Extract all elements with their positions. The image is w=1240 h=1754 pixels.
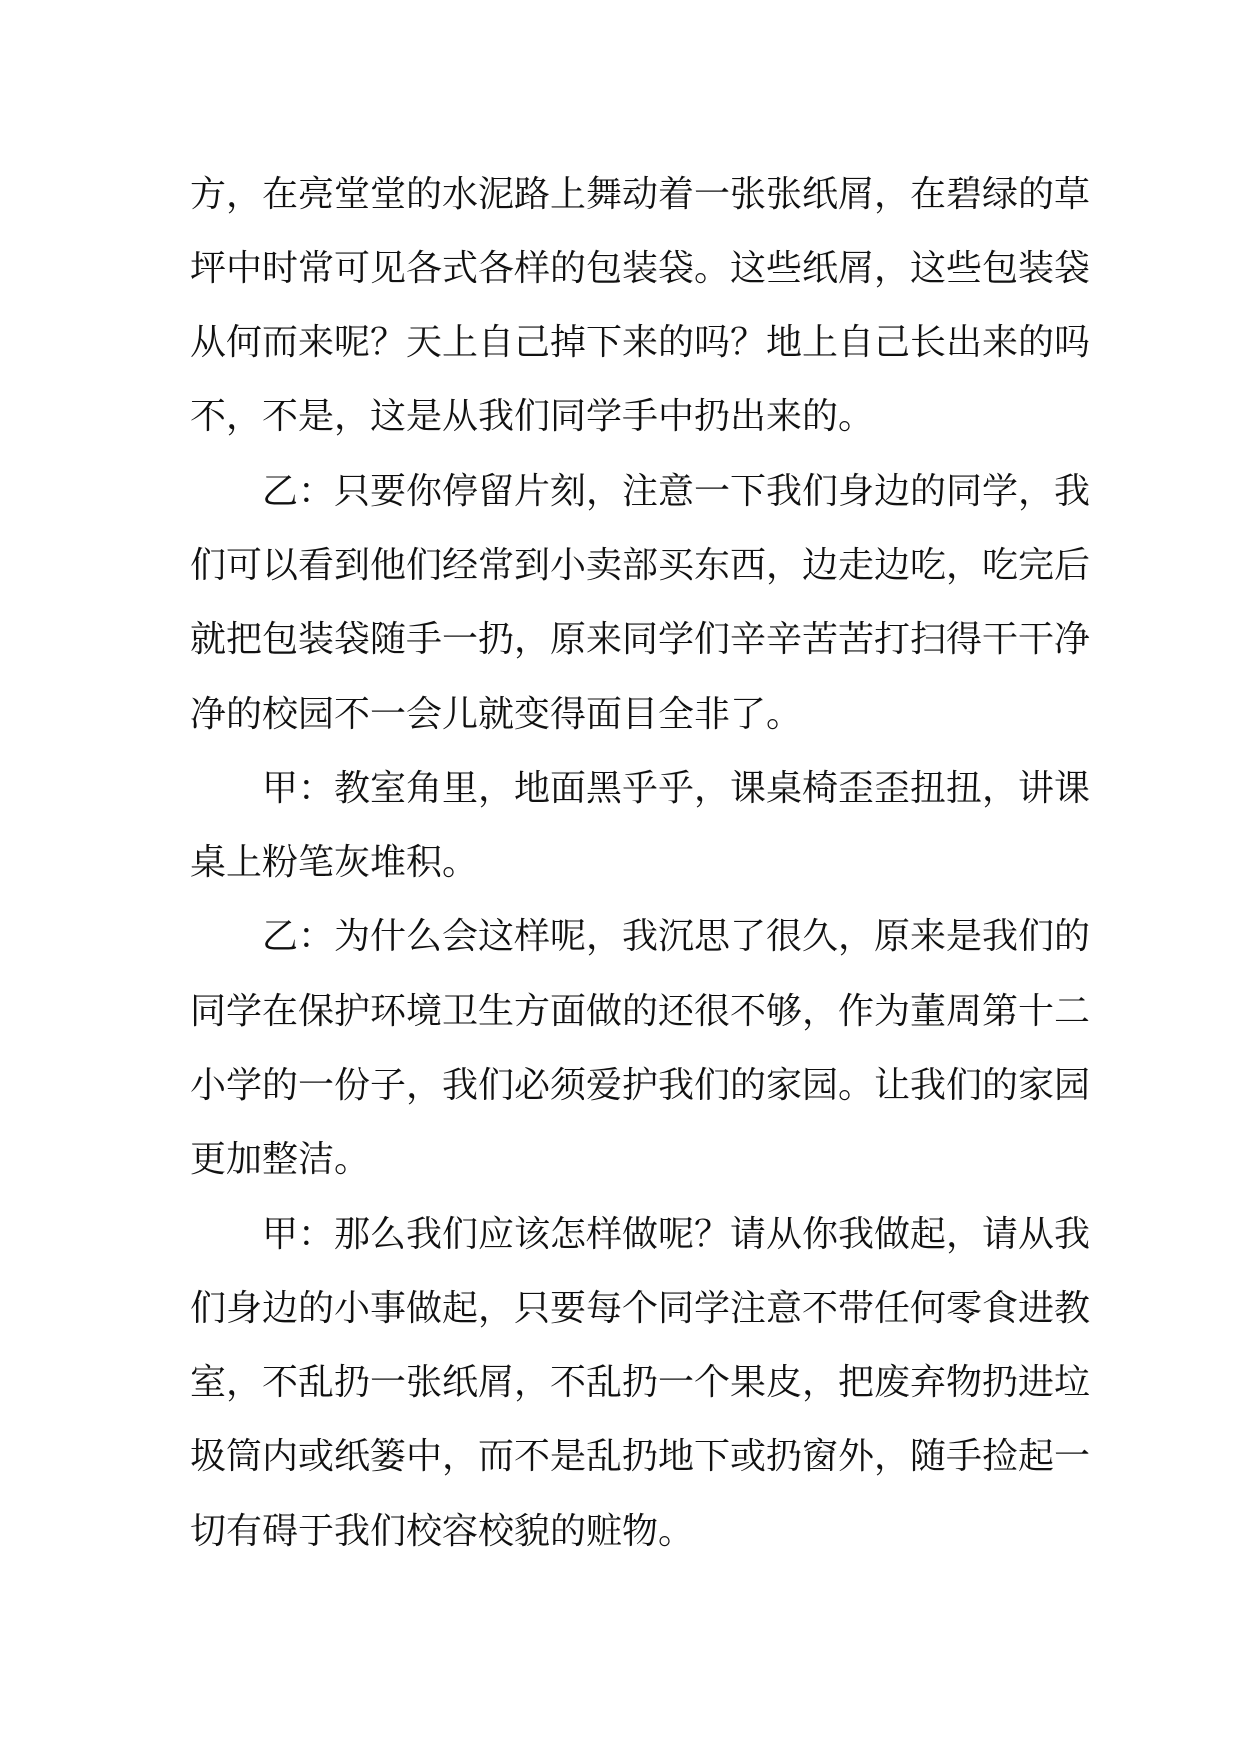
text-line: 从何而来呢？天上自己掉下来的吗？地上自己长出来的吗 [190,322,1091,363]
text-line: 同学在保护环境卫生方面做的还很不够，作为董周第十二 [190,991,1091,1032]
text-line: 小学的一份子，我们必须爱护我们的家园。让我们的家园 [190,1065,1091,1106]
text-line: 方，在亮堂堂的水泥路上舞动着一张张纸屑，在碧绿的草 [190,174,1091,215]
text-line: 乙：为什么会这样呢，我沉思了很久，原来是我们的 [190,916,1091,957]
text-line: 净的校园不一会儿就变得面目全非了。 [190,694,803,735]
text-line: 们身边的小事做起，只要每个同学注意不带任何零食进教 [190,1288,1091,1329]
text-line: 不，不是，这是从我们同学手中扔出来的。 [190,396,875,437]
text-line: 就把包装袋随手一扔，原来同学们辛辛苦苦打扫得干干净 [190,619,1091,660]
text-line: 们可以看到他们经常到小卖部买东西，边走边吃，吃完后 [190,545,1091,586]
text-line: 甲：教室角里，地面黑乎乎，课桌椅歪歪扭扭，讲课 [190,768,1091,809]
text-line: 切有碍于我们校容校貌的赃物。 [190,1511,695,1552]
text-line: 桌上粉笔灰堆积。 [190,842,479,883]
text-line: 室，不乱扔一张纸屑，不乱扔一个果皮，把废弃物扔进垃 [190,1362,1091,1403]
text-line: 圾筒内或纸篓中，而不是乱扔地下或扔窗外，随手捡起一 [190,1436,1091,1477]
text-line: 乙：只要你停留片刻，注意一下我们身边的同学，我 [190,471,1091,512]
text-line: 更加整洁。 [190,1139,371,1180]
text-line: 坪中时常可见各式各样的包装袋。这些纸屑，这些包装袋 [190,248,1091,289]
text-line: 甲：那么我们应该怎样做呢？请从你我做起，请从我 [190,1214,1091,1255]
